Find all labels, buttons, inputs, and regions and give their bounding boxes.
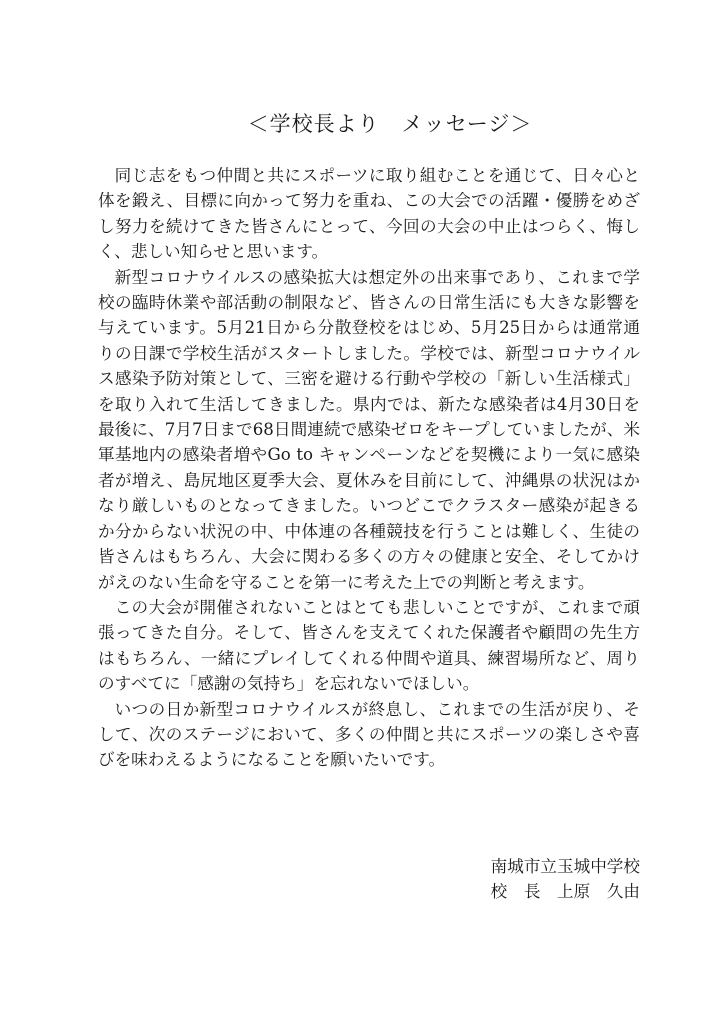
paragraph: 新型コロナウイルスの感染拡大は想定外の出来事であり、これまで学校の臨時休業や部活動の制限など、皆さんの日常生活にも大きな影響を与えています。5月21日から分散登校をはじめ、5月25日からは通常通りの日課で学校生活がスタートしました。学校では、新型コロナウイルス感染予防対策として、三密を避ける行動や学校の「新しい生活様式」を取り入れて生活してきました。県内では、新たな感染者は4月30日を最後に、7月7日まで68日間連続で感染ゼロをキープしていましたが、米軍基地内の感染者増やGo to キャンペーンなどを契機により一気に感染者が増え、島尻地区夏季大会、夏休みを目前にして、沖縄県の状況はかなり厳しいものとなってきました。いつどこでクラスター感染が起きるか分からない状況の中、中体連の各種競技を行うことは難しく、生徒の皆さんはもちろん、大会に関わる多くの方々の健康と安全、そしてかけがえのない生命を守ることを第一に考えた上での判断と考えます。 (98, 267, 640, 592)
paragraph: 同じ志をもつ仲間と共にスポーツに取り組むことを通じて、日々心と体を鍛え、目標に向かって努力を重ね、この大会での活躍・優勝をめざし努力を続けてきた皆さんにとって、今回の大会の中止はつらく、悔しく、悲しい知らせと思います。 (98, 166, 640, 262)
principal-name: 校 長 上原 久由 (490, 882, 640, 901)
message-body (98, 163, 640, 773)
page-title: ＜学校長より メッセージ＞ (247, 112, 533, 136)
paragraph: いつの日か新型コロナウイルスが終息し、これまでの生活が戻り、そして、次のステージにおいて、多くの仲間と共にスポーツの楽しさや喜びを味わえるようになることを願いたいです。 (98, 699, 640, 770)
school-name: 南城市立玉城中学校 (490, 857, 640, 876)
paragraph: この大会が開催されないことはとても悲しいことですが、これまで頑張ってきた自分。そして、皆さんを支えてくれた保護者や顧問の先生方はもちろん、一緒にプレイしてくれる仲間や道具、練習場所など、周りのすべてに「感謝の気持ち」を忘れないでほしい。 (98, 597, 640, 694)
signature-block (0, 854, 640, 904)
